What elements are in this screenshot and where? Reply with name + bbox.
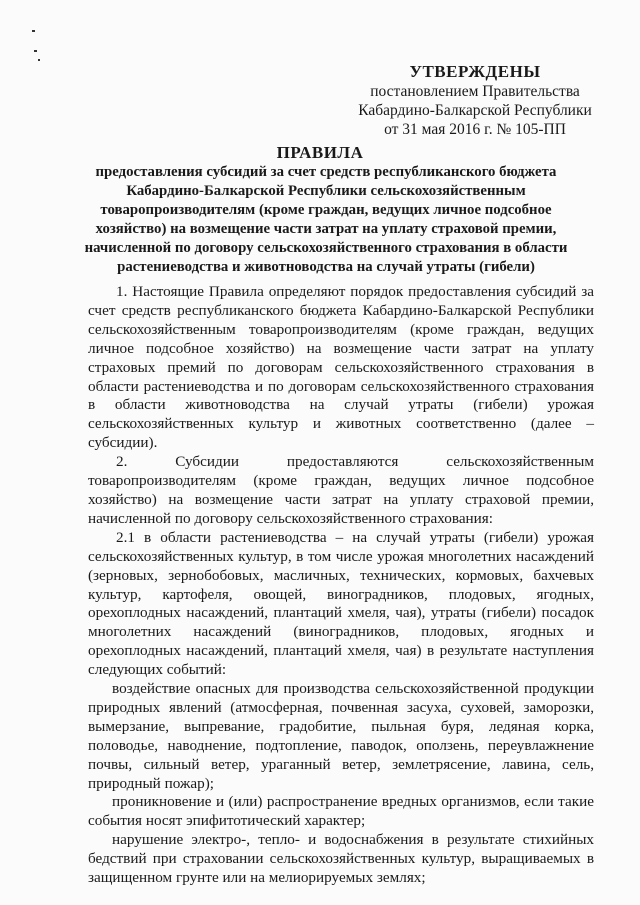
- paragraph-1: 1. Настоящие Правила определяют порядок предоставления субсидий за счет средств республиканского бюджета Кабардино-Балкарской Республики сельскохозяйственным товаропроизводителям (кроме граждан, ведущих личное подсобное хозяйство) на возмещение части затрат на уплату страховых премий по договорам сельскохозяйственного страхования в области растениеводства и по договорам сельскохозяйственного страхования в области животноводства на случай утраты (гибели) урожая сельскохозяйственных культур и животных соответственно (далее – субсидии).: [88, 283, 594, 452]
- list-item-natural-events: воздействие опасных для производства сельскохозяйственной продукции природных явлений (атмосферная, почвенная засуха, суховей, заморозки, вымерзание, выпревание, градобитие, пыльная буря, ледяная корка, половодье, наводнение, подтопление, паводок, оползень, переувлажнение почвы, сильный ветер, ураганный ветер, землетрясение, лавина, сель, природный пожар);: [88, 680, 594, 792]
- document-subtitle: предоставления субсидий за счет средств республиканского бюджета Кабардино-Балкарской Республики сельскохозяйственным товаропроизводителям (кроме граждан, ведущих личное подсобное хозяйство) на возмещение части затрат на уплату страховой премии, начисленной по договору сельскохозяйственного страхования в области растениеводства и животноводства на случай утраты (гибели): [84, 164, 568, 275]
- document-body: [88, 283, 594, 888]
- approval-line: постановлением Правительства: [370, 83, 580, 100]
- scan-speck: [34, 50, 37, 52]
- document-title: ПРАВИЛА: [276, 143, 364, 162]
- list-item-utility-disruption: нарушение электро-, тепло- и водоснабжения в результате стихийных бедствий при страховании сельскохозяйственных культур, выращиваемых в защищенном грунте или на мелиорируемых землях;: [88, 831, 594, 887]
- approval-block: [345, 62, 605, 139]
- scan-speck: [32, 30, 35, 32]
- scan-speck: [38, 59, 40, 61]
- approval-line: от 31 мая 2016 г. № 105-ПП: [384, 121, 566, 138]
- approval-title: УТВЕРЖДЕНЫ: [409, 62, 541, 81]
- paragraph-2-1: 2.1 в области растениеводства – на случай утраты (гибели) урожая сельскохозяйственных культур, в том числе урожая многолетних насаждений (зерновых, зернобобовых, масличных, технических, кормовых, бахчевых культур, картофеля, овощей, виноградников, плодовых, ягодных, орехоплодных насаждений, плантаций хмеля, чая), утраты (гибели) посадок многолетних насаждений (виноградников, плодовых, ягодных и орехоплодных насаждений, плантаций хмеля, чая) в результате наступления следующих событий:: [88, 528, 594, 679]
- approval-line: Кабардино-Балкарской Республики: [358, 102, 592, 119]
- paragraph-2: 2. Субсидии предоставляются сельскохозяйственным товаропроизводителям (кроме граждан, ведущих личное подсобное хозяйство) на возмещение части затрат на уплату страховой премии, начисленной по договору сельскохозяйственного страхования:: [88, 453, 594, 527]
- list-item-harmful-organisms: проникновение и (или) распространение вредных организмов, если такие события носят эпифитотический характер;: [88, 793, 594, 830]
